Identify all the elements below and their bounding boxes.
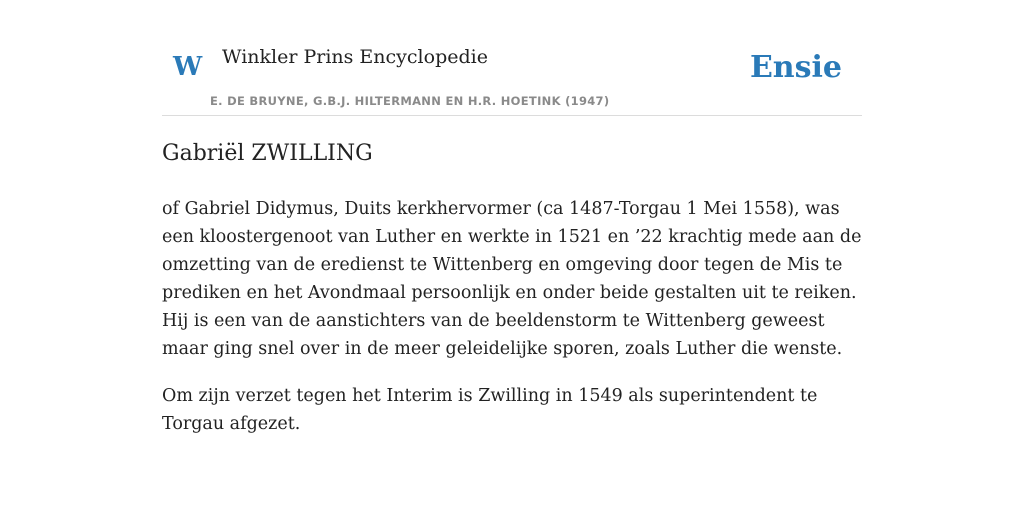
article-paragraph: Om zijn verzet tegen het Interim is Zwilling in 1549 als superintendent te Torgau afgezet. <box>162 386 818 434</box>
article <box>162 138 862 457</box>
encyclopedia-authors: E. DE BRUYNE, G.B.J. HILTERMANN EN H.R. HOETINK (1947) <box>210 94 610 108</box>
encyclopedia-title[interactable]: Winkler Prins Encyclopedie <box>222 46 488 68</box>
article-paragraph: of Gabriel Didymus, Duits kerkhervormer (ca 1487-Torgau 1 Mei 1558), was een kloostergenoot van Luther en werkte in 1521 en ’22 krachtig mede aan de omzetting van de eredienst te Wittenberg en omgeving door tegen de Mis te prediken en het Avondmaal persoonlijk en onder beide gestalten uit te reiken. Hij is een van de aanstichters van de beeldenstorm te Wittenberg geweest maar ging snel over in de meer geleidelijke sporen, zoals Luther die wenste. <box>162 199 862 359</box>
encyclopedia-logo[interactable]: W <box>173 52 203 82</box>
encyclopedia-header <box>162 40 862 116</box>
article-title: Gabriël ZWILLING <box>162 141 373 166</box>
ensie-brand-link[interactable]: Ensie <box>749 50 842 85</box>
